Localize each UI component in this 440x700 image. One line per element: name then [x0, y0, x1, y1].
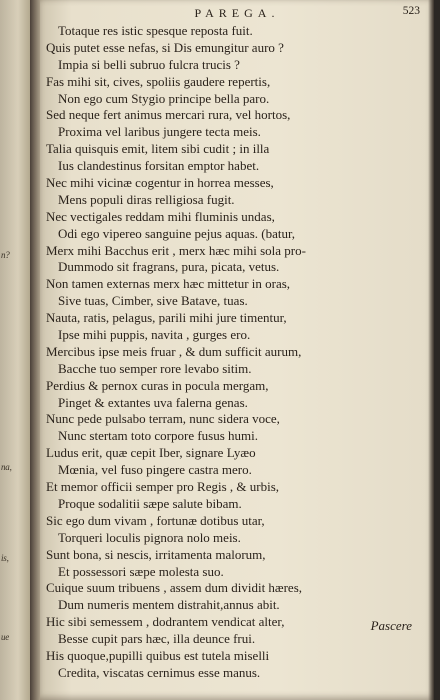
- verse-line: Nec mihi vicinæ cogentur in horrea messes,: [46, 175, 274, 191]
- verse-line: Torqueri loculis pignora nolo meis.: [58, 529, 241, 545]
- verse-line: Totaque res istic spesque reposta fuit.: [58, 23, 253, 38]
- verse-line: Sed neque fert animus mercari rura, vel hortos,: [46, 107, 291, 123]
- verse-line: Dummodo sit fragrans, pura, picata, vetus.: [58, 259, 280, 275]
- verse-line: Nunc stertam toto corpore fusus humi.: [58, 428, 259, 444]
- verse-line: Impia si belli subruo fulcra trucis ?: [58, 56, 240, 72]
- verse-line: His quoque,pupilli quibus est tutela miselli: [46, 647, 270, 663]
- verse-line: Fas mihi sit, cives, spoliis gaudere repertis,: [46, 73, 271, 89]
- verse-line: Pinget & extantes uva falerna genas.: [58, 394, 248, 410]
- verse-line: Talia quisquis emit, litem sibi cudit ; in illa: [46, 141, 270, 157]
- verse-line: Dum numeris mentem distrahit,annus abit.: [58, 597, 280, 613]
- verse-line: Sic ego dum vivam , fortunæ dotibus utar,: [46, 512, 265, 528]
- verse-line: Merx mihi Bacchus erit , merx hæc mihi sola pro-: [46, 242, 306, 258]
- page-number: 523: [402, 5, 420, 17]
- verse-line: Odi ego vipereo sanguine pejus aquas. (batur,: [58, 225, 296, 241]
- verse-line: Proque sodalitii sæpe salute bibam.: [58, 495, 242, 511]
- verse-line: Bacche tuo semper rore levabo sitim.: [58, 360, 252, 376]
- verse-line: Credita, viscatas cernimus esse manus.: [58, 664, 261, 680]
- verse-line: Hic sibi semessem , dodrantem vendicat alter,: [46, 614, 285, 630]
- verse-line: Cuique suum tribuens , assem dum dividit hæres,: [46, 580, 303, 596]
- verse-line: Besse cupit pars hæc, illa deunce frui.: [58, 631, 256, 647]
- previous-page-fragment: ue: [1, 632, 10, 642]
- page-edge-shadow: [428, 0, 434, 700]
- catchword: Pascere: [370, 618, 412, 633]
- verse-line: Mercibus ipse meis fruar , & dum sufficit aurum,: [46, 343, 302, 359]
- book-gutter: [30, 0, 40, 700]
- page: [40, 0, 434, 700]
- previous-page-fragment: n?: [1, 250, 10, 260]
- verse-line: Non tamen externas merx hæc mittetur in oras,: [46, 276, 291, 292]
- verse-line: Non ego cum Stygio principe bella paro.: [58, 90, 270, 106]
- verse-line: Sive tuas, Cimber, sive Batave, tuas.: [58, 293, 248, 309]
- verse-list: [40, 23, 410, 682]
- previous-page-fragment: is,: [1, 553, 9, 563]
- verse-line: Quis putet esse nefas, si Dis emungitur auro ?: [46, 39, 284, 55]
- verse-line: Nauta, ratis, pelagus, parili mihi jure timentur,: [46, 310, 287, 326]
- verse-line: Ipse mihi puppis, navita , gurges ero.: [58, 327, 251, 343]
- previous-page-edge: [0, 0, 30, 700]
- verse-line: Et memor officii semper pro Regis , & urbis,: [46, 479, 279, 495]
- verse-line: Nunc pede pulsabo terram, nunc sidera voce,: [46, 411, 280, 427]
- running-head: PAREGA.: [194, 6, 280, 20]
- verse-line: Ludus erit, quæ cepit Iber, signare Lyæo: [46, 445, 256, 461]
- previous-page-fragment: na,: [1, 462, 12, 472]
- verse-line: Mens populi diras relligiosa fugit.: [58, 191, 235, 207]
- verse-line: Perdius & pernox curas in pocula mergam,: [46, 377, 269, 393]
- verse-line: Ius clandestinus forsitan emptor habet.: [58, 158, 260, 174]
- verse-line: Mœnia, vel fuso pingere castra mero.: [58, 462, 252, 478]
- poem-text: [40, 23, 410, 682]
- verse-line: Et possessori sæpe molesta suo.: [58, 563, 224, 579]
- verse-line: Proxima vel laribus jungere tecta meis.: [58, 124, 261, 140]
- verse-line: Sunt bona, si nescis, irritamenta malorum,: [46, 546, 266, 562]
- verse-line: Nec vectigales reddam mihi fluminis undas,: [46, 208, 275, 224]
